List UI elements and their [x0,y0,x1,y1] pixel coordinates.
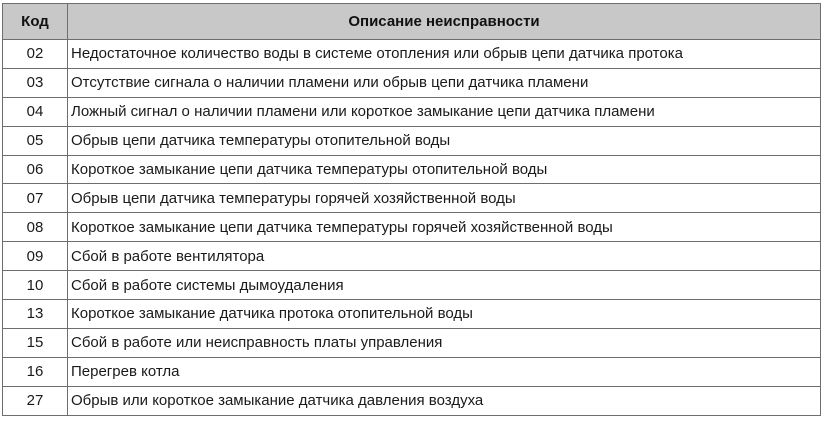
cell-code: 03 [3,68,68,97]
cell-code: 27 [3,386,68,415]
cell-code: 04 [3,97,68,126]
table-row [3,328,821,357]
cell-description: Недостаточное количество воды в системе отопления или обрыв цепи датчика протока [68,40,821,69]
cell-code: 05 [3,126,68,155]
cell-code: 10 [3,271,68,300]
cell-description: Отсутствие сигнала о наличии пламени или обрыв цепи датчика пламени [68,68,821,97]
cell-description: Перегрев котла [68,357,821,386]
cell-description: Короткое замыкание датчика протока отопительной воды [68,300,821,329]
table-row [3,126,821,155]
cell-code: 16 [3,357,68,386]
cell-code: 15 [3,328,68,357]
table-row [3,357,821,386]
header-description: Описание неисправности [68,4,821,40]
cell-description: Короткое замыкание цепи датчика температуры отопительной воды [68,155,821,184]
table-row [3,97,821,126]
table-row [3,155,821,184]
table-row [3,40,821,69]
header-row [3,4,821,40]
cell-code: 07 [3,184,68,213]
cell-description: Обрыв цепи датчика температуры горячей хозяйственной воды [68,184,821,213]
table-row [3,68,821,97]
cell-code: 08 [3,213,68,242]
error-code-table-wrapper [2,3,820,416]
cell-code: 02 [3,40,68,69]
cell-description: Короткое замыкание цепи датчика температуры горячей хозяйственной воды [68,213,821,242]
table-row [3,242,821,271]
error-code-table [2,3,821,416]
cell-description: Сбой в работе вентилятора [68,242,821,271]
table-row [3,300,821,329]
cell-description: Сбой в работе системы дымоудаления [68,271,821,300]
table-header [3,4,821,40]
cell-code: 13 [3,300,68,329]
table-row [3,213,821,242]
cell-description: Сбой в работе или неисправность платы управления [68,328,821,357]
table-row [3,271,821,300]
table-row [3,184,821,213]
table-row [3,386,821,415]
table-body [3,40,821,416]
header-code: Код [3,4,68,40]
cell-description: Обрыв или короткое замыкание датчика давления воздуха [68,386,821,415]
cell-description: Обрыв цепи датчика температуры отопительной воды [68,126,821,155]
cell-code: 09 [3,242,68,271]
cell-code: 06 [3,155,68,184]
cell-description: Ложный сигнал о наличии пламени или короткое замыкание цепи датчика пламени [68,97,821,126]
